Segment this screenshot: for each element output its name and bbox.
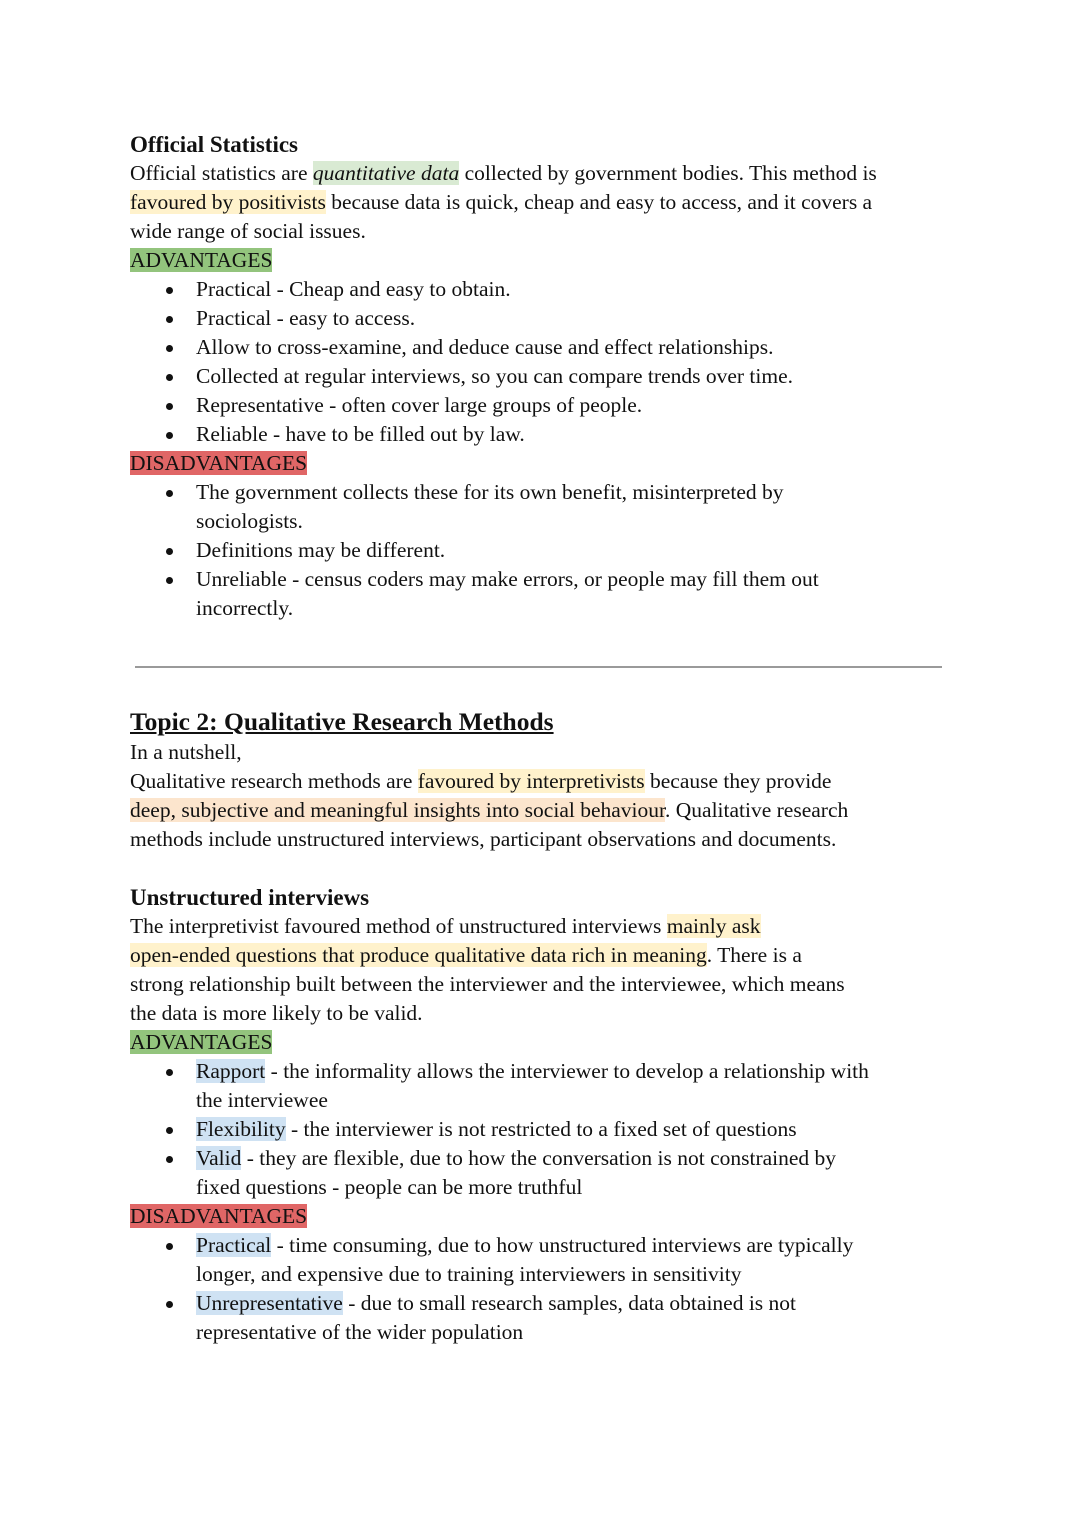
text-segment: Collected at regular interviews, so you can compare trends over time. bbox=[196, 364, 794, 388]
bullet-icon bbox=[166, 1156, 173, 1163]
highlighted-text: favoured by interpretivists bbox=[417, 769, 645, 793]
bullet-icon bbox=[166, 1243, 173, 1250]
text-line bbox=[130, 1202, 960, 1231]
text-line bbox=[130, 738, 960, 767]
text-segment: Practical - easy to access. bbox=[196, 306, 416, 330]
text-segment: incorrectly. bbox=[196, 596, 294, 620]
topic-2-section bbox=[130, 706, 960, 1347]
text-segment: collected by government bodies. This method is bbox=[459, 161, 877, 185]
text-line bbox=[130, 449, 960, 478]
text-segment: because they provide bbox=[644, 769, 832, 793]
bullet-item bbox=[130, 1057, 960, 1086]
highlighted-text: Unrepresentative bbox=[196, 1291, 343, 1315]
bullet-icon bbox=[166, 403, 173, 410]
text-line bbox=[130, 217, 960, 246]
text-segment: Unstructured interviews bbox=[130, 885, 370, 910]
text-segment: The interpretivist favoured method of unstructured interviews bbox=[130, 914, 667, 938]
text-line bbox=[130, 970, 960, 999]
bullet-icon bbox=[166, 432, 173, 439]
text-segment: because data is quick, cheap and easy to access, and it covers a bbox=[325, 190, 873, 214]
bullet-icon bbox=[166, 316, 173, 323]
bullet-item bbox=[130, 478, 960, 507]
bullet-icon bbox=[166, 374, 173, 381]
text-segment: The government collects these for its own benefit, misinterpreted by bbox=[196, 480, 784, 504]
text-line bbox=[130, 767, 960, 796]
highlighted-text: favoured by positivists bbox=[130, 190, 326, 214]
text-segment: Definitions may be different. bbox=[196, 538, 446, 562]
bullet-item-continuation bbox=[130, 594, 960, 623]
bullet-item bbox=[130, 1231, 960, 1260]
bullet-item bbox=[130, 391, 960, 420]
bullet-item-continuation bbox=[130, 1318, 960, 1347]
bullet-item bbox=[130, 536, 960, 565]
text-segment: Allow to cross-examine, and deduce cause and effect relationships. bbox=[196, 335, 774, 359]
text-line bbox=[130, 999, 960, 1028]
bullet-item bbox=[130, 304, 960, 333]
text-segment: . There is a bbox=[706, 943, 802, 967]
highlighted-text: Practical bbox=[196, 1233, 272, 1257]
text-segment: fixed questions - people can be more truthful bbox=[196, 1175, 583, 1199]
disadvantages-label: DISADVANTAGES bbox=[130, 1204, 308, 1228]
section-body bbox=[130, 738, 960, 1347]
highlighted-text: Valid bbox=[196, 1146, 242, 1170]
bullet-item bbox=[130, 333, 960, 362]
text-segment: Unreliable - census coders may make errors, or people may fill them out bbox=[196, 567, 819, 591]
official-statistics-section bbox=[130, 130, 960, 623]
text-segment: methods include unstructured interviews, participant observations and documents. bbox=[130, 827, 837, 851]
text-segment: Reliable - have to be filled out by law. bbox=[196, 422, 525, 446]
bullet-icon bbox=[166, 577, 173, 584]
text-segment: - the interviewer is not restricted to a fixed set of questions bbox=[285, 1117, 797, 1141]
text-line bbox=[130, 159, 960, 188]
subheading bbox=[130, 883, 960, 912]
bullet-item-continuation bbox=[130, 1173, 960, 1202]
bullet-icon bbox=[166, 287, 173, 294]
bullet-item bbox=[130, 565, 960, 594]
bullet-icon bbox=[166, 1301, 173, 1308]
text-segment: the data is more likely to be valid. bbox=[130, 1001, 423, 1025]
highlighted-text: open-ended questions that produce qualitative data rich in meaning bbox=[130, 943, 707, 967]
text-segment: wide range of social issues. bbox=[130, 219, 366, 243]
text-segment: . Qualitative research bbox=[665, 798, 849, 822]
text-line bbox=[130, 1028, 960, 1057]
bullet-item bbox=[130, 362, 960, 391]
bullet-icon bbox=[166, 345, 173, 352]
text-line bbox=[130, 854, 960, 883]
text-segment: the interviewee bbox=[196, 1088, 328, 1112]
bullet-item bbox=[130, 1289, 960, 1318]
text-segment: sociologists. bbox=[196, 509, 303, 533]
text-line bbox=[130, 825, 960, 854]
highlighted-text: deep, subjective and meaningful insights into social behaviour bbox=[130, 798, 665, 822]
text-line bbox=[130, 246, 960, 275]
text-line bbox=[130, 188, 960, 217]
highlighted-text: mainly ask bbox=[666, 914, 761, 938]
text-segment: strong relationship built between the interviewer and the interviewee, which means bbox=[130, 972, 845, 996]
text-segment: In a nutshell, bbox=[130, 740, 242, 764]
text-line bbox=[130, 941, 960, 970]
highlighted-text: quantitative data bbox=[312, 161, 460, 185]
bullet-item-continuation bbox=[130, 507, 960, 536]
bullet-icon bbox=[166, 1127, 173, 1134]
text-segment: - they are flexible, due to how the conversation is not constrained by bbox=[241, 1146, 837, 1170]
text-segment: Qualitative research methods are bbox=[130, 769, 418, 793]
bullet-item bbox=[130, 1115, 960, 1144]
text-segment: - time consuming, due to how unstructured interviews are typically bbox=[271, 1233, 854, 1257]
text-line bbox=[130, 796, 960, 825]
bullet-icon bbox=[166, 1069, 173, 1076]
text-line bbox=[130, 912, 960, 941]
text-segment: - the informality allows the interviewer to develop a relationship with bbox=[265, 1059, 869, 1083]
bullet-item bbox=[130, 1144, 960, 1173]
text-segment: - due to small research samples, data obtained is not bbox=[342, 1291, 797, 1315]
horizontal-divider bbox=[135, 666, 942, 668]
highlighted-text: Flexibility bbox=[196, 1117, 286, 1141]
bullet-item bbox=[130, 420, 960, 449]
topic-heading: Topic 2: Qualitative Research Methods bbox=[130, 707, 554, 736]
text-segment: representative of the wider population bbox=[196, 1320, 524, 1344]
advantages-label: ADVANTAGES bbox=[130, 248, 273, 272]
highlighted-text: Rapport bbox=[196, 1059, 266, 1083]
bullet-icon bbox=[166, 548, 173, 555]
disadvantages-label: DISADVANTAGES bbox=[130, 451, 308, 475]
section-body bbox=[130, 159, 960, 623]
bullet-item-continuation bbox=[130, 1260, 960, 1289]
section-heading: Official Statistics bbox=[130, 132, 298, 157]
text-segment: Official statistics are bbox=[130, 161, 313, 185]
bullet-item bbox=[130, 275, 960, 304]
text-segment: Representative - often cover large groups of people. bbox=[196, 393, 643, 417]
text-segment: longer, and expensive due to training interviewers in sensitivity bbox=[196, 1262, 742, 1286]
bullet-icon bbox=[166, 490, 173, 497]
text-segment: Practical - Cheap and easy to obtain. bbox=[196, 277, 511, 301]
bullet-item-continuation bbox=[130, 1086, 960, 1115]
advantages-label: ADVANTAGES bbox=[130, 1030, 273, 1054]
